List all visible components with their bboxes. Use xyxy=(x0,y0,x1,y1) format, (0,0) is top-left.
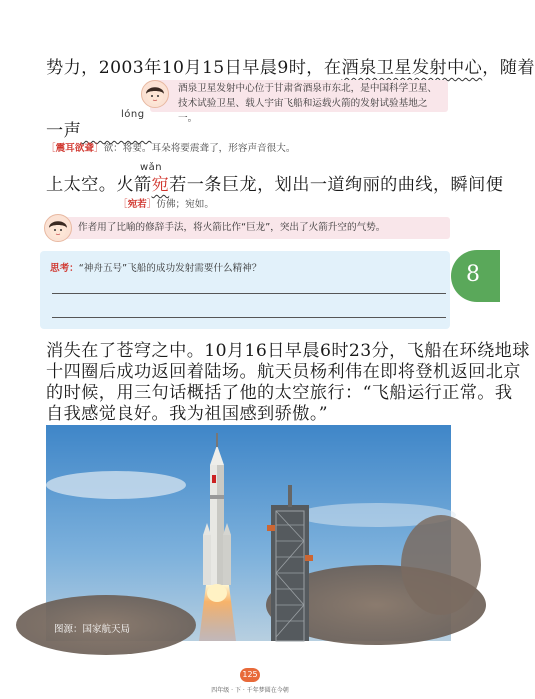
bracket-open: ［ xyxy=(46,143,56,154)
text-line-3 xyxy=(46,174,504,196)
spacer xyxy=(46,121,81,141)
text-line-7: 自我感觉良好。我为祖国感到骄傲。” xyxy=(46,404,328,424)
word-note-zhener xyxy=(46,140,295,154)
text-span: 势力，2003年10月15日早晨9时，在 xyxy=(46,58,342,78)
text-line-4: 消失在了苍穹之中。10月16日早晨6时23分，飞船在环绕地球 xyxy=(46,341,530,361)
bracket-open: ［ xyxy=(118,199,128,210)
page-number: 125 xyxy=(240,668,260,682)
avatar-teacher xyxy=(141,80,169,108)
wavy-underline-zhener xyxy=(81,121,151,141)
chapter-number: 8 xyxy=(466,262,480,287)
pinyin-wan: wǎn xyxy=(140,162,163,173)
wavy-underline-jiuquan: 酒泉卫星发射中心 xyxy=(341,58,483,78)
highlight-wan: 宛 xyxy=(151,175,170,195)
chapter-tab xyxy=(451,250,500,302)
text-span: ，随着 xyxy=(482,58,535,78)
annotation-jiuquan xyxy=(150,80,448,124)
photo-credit: 图源：国家航天局 xyxy=(54,624,131,635)
bracket-close: ］ xyxy=(146,199,157,210)
text-span: 一声 xyxy=(46,121,82,141)
word-note-tag: 宛若 xyxy=(127,199,147,210)
word-note-text: 仿佛；宛如。 xyxy=(156,199,214,210)
think-question xyxy=(50,260,261,274)
text-span: 若一条巨龙，划出一道绚丽的曲线，瞬间便 xyxy=(169,175,504,195)
think-label: 思考： xyxy=(50,263,79,274)
rocket-launch-photo xyxy=(46,425,451,641)
annotation-text: 酒泉卫星发射中心位于甘肃省酒泉市东北，是中国科学卫星、技术试验卫星、载人宇宙飞船和运载火箭的发射试验基地之一。 xyxy=(178,83,438,124)
text-line-6: 的时候，用三句话概括了他的太空旅行：“飞船运行正常。我 xyxy=(46,383,513,403)
text-span: 上太空。火箭 xyxy=(46,175,152,195)
word-note-wanruo xyxy=(118,196,214,210)
answer-line-2[interactable] xyxy=(52,317,446,318)
text-line-1 xyxy=(46,57,535,79)
word-note-tag: 震耳欲聋 xyxy=(55,143,94,154)
think-question-text: “神舟五号”飞船的成功发射需要什么精神？ xyxy=(78,263,262,274)
annotation-rhetoric xyxy=(52,217,450,239)
text-line-5: 十四圈后成功返回着陆场。航天员杨利伟在即将登机返回北京 xyxy=(46,362,521,382)
word-note-text: 欲：将要。耳朵将要震聋了，形容声音很大。 xyxy=(103,143,296,154)
page-footer: 四年级 · 下 · 千年梦圆在今朝 xyxy=(211,687,289,694)
annotation-text: 作者用了比喻的修辞手法，将火箭比作“巨龙”，突出了火箭升空的气势。 xyxy=(78,222,386,233)
text-line-2-overlay xyxy=(46,120,456,142)
answer-line-1[interactable] xyxy=(52,293,446,294)
bracket-close: ］ xyxy=(93,143,104,154)
think-box xyxy=(40,251,450,329)
rocket-launch-image xyxy=(46,425,451,641)
avatar-teacher xyxy=(44,214,72,242)
pinyin-long: lóng xyxy=(121,109,145,120)
